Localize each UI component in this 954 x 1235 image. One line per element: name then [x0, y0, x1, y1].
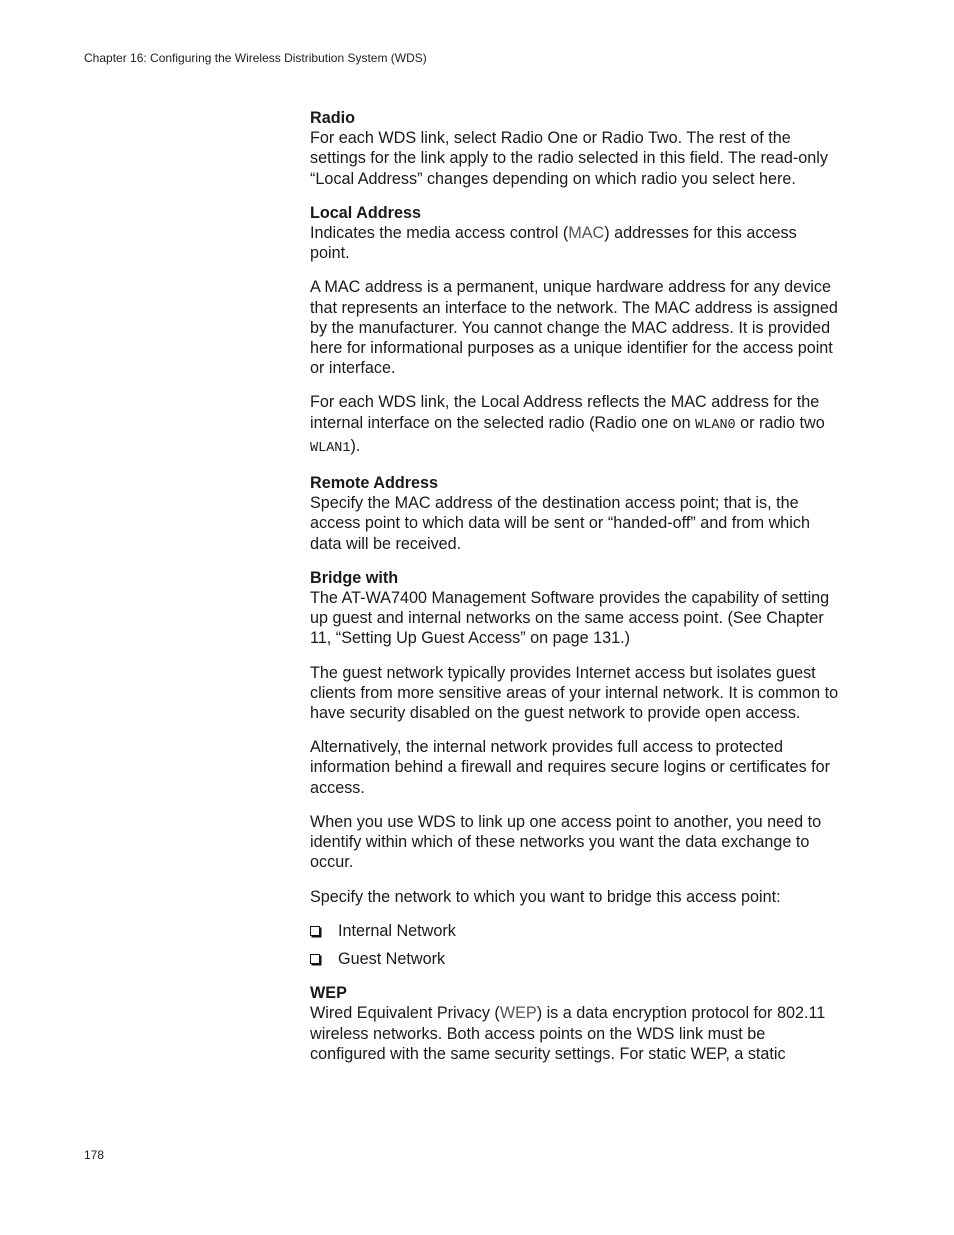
local-address-text-before: Indicates the media access control ( [310, 224, 569, 243]
local-address-heading: Local Address [310, 203, 421, 222]
section-radio [310, 108, 840, 189]
bridge-instruction: Specify the network to which you want to bridge this access point: [310, 887, 781, 906]
checkbox-bullet-icon [310, 954, 320, 964]
wep-heading: WEP [310, 984, 347, 1003]
mac-address-explanation: A MAC address is a permanent, unique hardware address for any device that represents an interface to the network. The MAC address is assigned by the manufacturer. You cannot change the MAC address. It is provided here for informational purposes as a unique identifier for the access point or interface. [310, 278, 838, 378]
page-body [310, 108, 840, 1078]
section-bridge-with [310, 568, 840, 969]
chapter-header: Chapter 16: Configuring the Wireless Distribution System (WDS) [84, 51, 427, 65]
wlan0-code: WLAN0 [695, 417, 736, 433]
list-item [310, 949, 840, 969]
remote-address-heading: Remote Address [310, 474, 439, 493]
internal-network-description: Alternatively, the internal network provides full access to protected information behind a firewall and requires secure logins or certificates for access. [310, 738, 831, 797]
mac-link[interactable]: MAC [568, 224, 605, 243]
local-address-note-a: For each WDS link, the Local Address reflects the MAC address for the internal interface on the selected radio (Radio one on [310, 393, 820, 432]
radio-heading: Radio [310, 109, 355, 127]
local-address-wds-note [310, 392, 840, 459]
list-item [310, 921, 840, 941]
bridge-with-intro: The AT-WA7400 Management Software provides the capability of setting up guest and internal networks on the same access point. (See Chapter 11, “Setting Up Guest Access” on page 131.) [310, 589, 830, 648]
section-local-address [310, 203, 840, 459]
page-number: 178 [84, 1148, 105, 1162]
radio-description: For each WDS link, select Radio One or Radio Two. The rest of the settings for the link apply to the radio selected in this field. The read-only “Local Address” changes depending on which radio you select here. [310, 129, 828, 188]
wep-link[interactable]: WEP [499, 1004, 537, 1023]
section-wep [310, 983, 840, 1064]
section-remote-address [310, 473, 840, 554]
local-address-note-b: or radio two [735, 413, 825, 432]
wep-text-after: ) is a data encryption protocol for 802.11 wireless networks. Both access points on the WDS link must be configured with the same security settings. For static WEP, a static [310, 1004, 826, 1063]
option-internal-network: Internal Network [338, 921, 456, 940]
wep-text-before: Wired Equivalent Privacy ( [310, 1004, 500, 1023]
wds-network-note: When you use WDS to link up one access point to another, you need to identify within which of these networks you want the data exchange to occur. [310, 812, 822, 872]
wep-description [310, 1003, 840, 1064]
bridge-options-list [310, 921, 840, 969]
local-address-description [310, 223, 840, 263]
option-guest-network: Guest Network [338, 949, 446, 968]
local-address-note-c: ). [350, 436, 361, 455]
local-address-text-after: ) addresses for this access point. [310, 224, 797, 263]
remote-address-description: Specify the MAC address of the destination access point; that is, the access point to which data will be sent or “handed-off” and from which data will be received. [310, 494, 810, 553]
guest-network-description: The guest network typically provides Internet access but isolates guest clients from more sensitive areas of your internal network. It is common to have security disabled on the guest network to provide open access. [310, 663, 839, 723]
bridge-with-heading: Bridge with [310, 568, 399, 587]
wlan1-code: WLAN1 [310, 440, 351, 456]
checkbox-bullet-icon [310, 926, 320, 936]
